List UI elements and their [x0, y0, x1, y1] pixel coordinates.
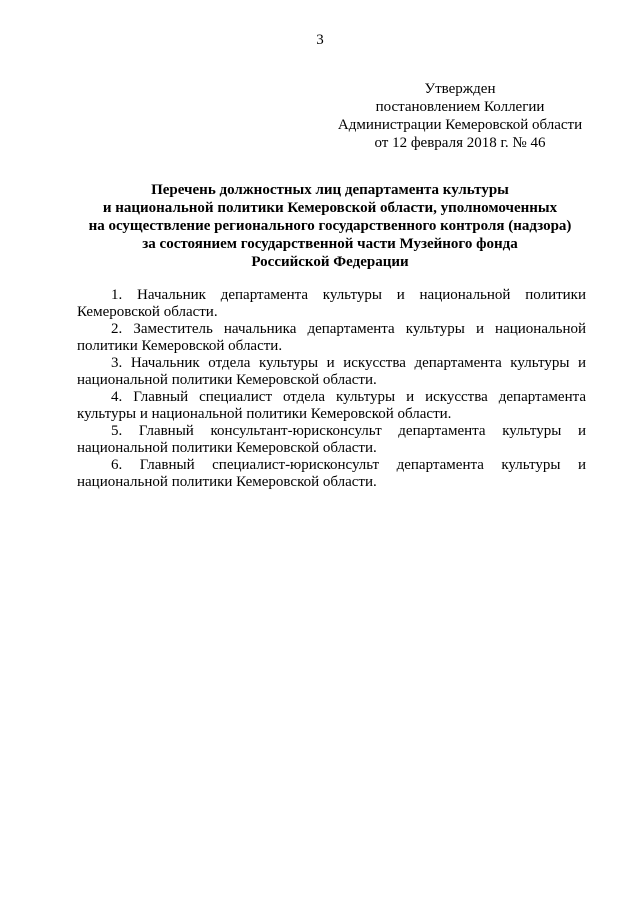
- list-item: 5. Главный консультант-юрисконсульт департамента культуры и национальной политики Кемеровской области.: [77, 423, 586, 456]
- approval-line-1: Утвержден: [424, 81, 496, 97]
- list-item: 4. Главный специалист отдела культуры и искусства департамента культуры и национальной политики Кемеровской области.: [77, 389, 586, 422]
- page-number: 3: [316, 32, 324, 48]
- list-item: 6. Главный специалист-юрисконсульт департамента культуры и национальной политики Кемеровской области.: [77, 457, 586, 490]
- title-line-1: Перечень должностных лиц департамента культуры: [151, 182, 509, 198]
- title-line-5: Российской Федерации: [251, 254, 409, 270]
- approval-line-4: от 12 февраля 2018 г. № 46: [374, 135, 546, 151]
- list-item: 2. Заместитель начальника департамента культуры и национальной политики Кемеровской области.: [77, 321, 586, 354]
- list-item: 1. Начальник департамента культуры и национальной политики Кемеровской области.: [77, 287, 586, 320]
- approval-line-2: постановлением Коллегии: [375, 99, 545, 115]
- title-line-3: на осуществление регионального государственного контроля (надзора): [88, 218, 572, 234]
- position-list: [77, 287, 586, 491]
- document-title: [70, 181, 590, 271]
- title-line-2: и национальной политики Кемеровской области, уполномоченных: [102, 200, 558, 216]
- title-line-4: за состоянием государственной части Музейного фонда: [142, 236, 518, 252]
- approval-line-3: Администрации Кемеровской области: [337, 117, 583, 133]
- list-item: 3. Начальник отдела культуры и искусства департамента культуры и национальной политики Кемеровской области.: [77, 355, 586, 388]
- approval-block: [330, 80, 590, 152]
